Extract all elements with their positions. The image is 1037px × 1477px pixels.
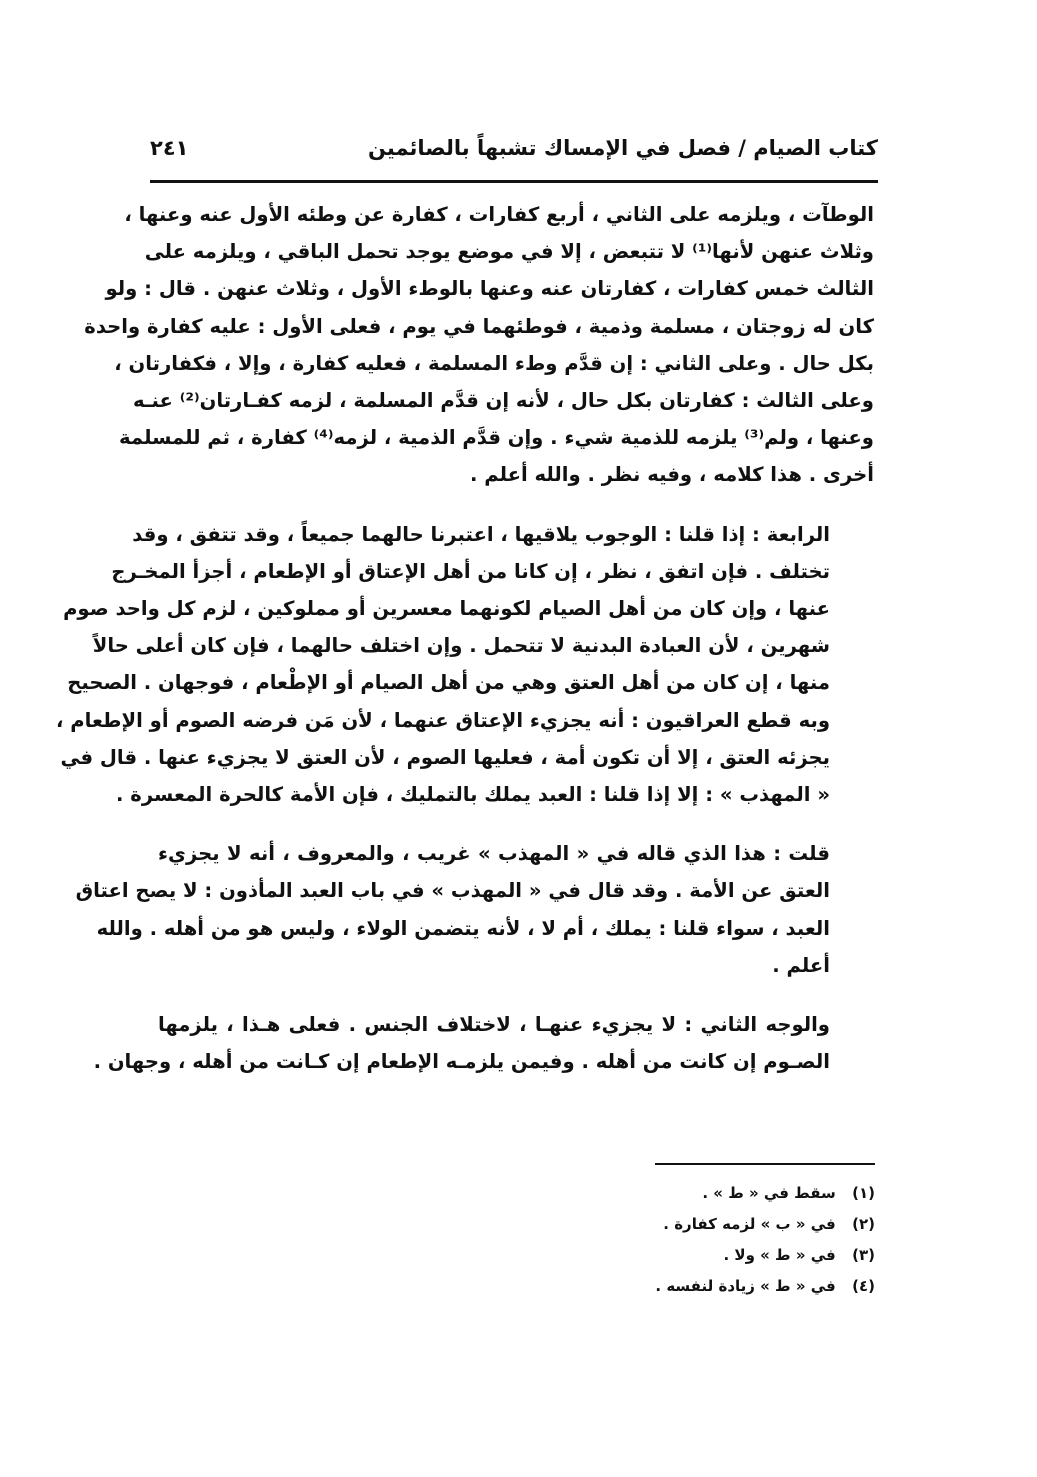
text-line: الصـوم إن كانت من أهله . وفيمن يلزمـه الإطعام إن كـانت من أهله ، وجهان . — [93, 1050, 830, 1074]
text-line: « المهذب » : إلا إذا قلنا : العبد يملك بالتمليك ، فإن الأمة كالحرة المعسرة . — [116, 783, 830, 807]
text-line: قلت : هذا الذي قاله في « المهذب » غريب ، والمعروف ، أنه لا يجزيء — [158, 842, 830, 866]
text-line: والوجه الثاني : لا يجزيء عنهـا ، لاختلاف الجنس . فعلى هـذا ، يلزمها — [158, 1013, 830, 1037]
text-line: وبه قطع العراقيون : أنه يجزيء الإعتاق عنهما ، لأن مَن فرضه الصوم أو الإطعام ، — [56, 708, 830, 732]
page-number: ٢٤١ — [150, 136, 189, 160]
text-line: وثلاث عنهن لأنها⁽¹⁾ لا تتبعض ، إلا في موضع يوجد تحمل الباقي ، ويلزمه على — [144, 240, 874, 264]
footnotes — [275, 1178, 875, 1302]
footnote-item — [275, 1178, 875, 1209]
footnote-item — [275, 1271, 875, 1302]
text-line: أخرى . هذا كلامه ، وفيه نظر . والله أعلم . — [470, 463, 874, 487]
header-divider — [150, 180, 878, 183]
page-header — [150, 136, 878, 160]
text-line: شهرين ، لأن العبادة البدنية لا تتحمل . وإن اختلف حالهما ، فإن كان أعلى حالاً — [92, 634, 830, 658]
text-line: يجزئه العتق ، إلا أن تكون أمة ، فعليها الصوم ، لأن العتق لا يجزيء عنها . قال في — [60, 745, 830, 769]
footnote-text: في « ط » ولا . — [723, 1246, 836, 1264]
footnote-number: (٤) — [852, 1277, 875, 1295]
paragraph-3 — [75, 835, 874, 984]
text-line: الرابعة : إذا قلنا : الوجوب يلاقيها ، اعتبرنا حالهما جميعاً ، وقد تتفق ، وقد — [132, 522, 830, 546]
main-text — [56, 196, 874, 1080]
paragraph-4 — [93, 1006, 874, 1080]
footnote-divider — [655, 1163, 875, 1165]
text-line: الثالث خمس كفارات ، كفارتان عنه وعنها بالوطء الأول ، وثلاث عنهن . قال : ولو — [105, 277, 874, 301]
text-line: تختلف . فإن اتفق ، نظر ، إن كانا من أهل الإعتاق أو الإطعام ، أجزأ المخـرج — [111, 559, 830, 583]
text-line: عنها ، وإن كان من أهل الصيام لكونهما معسرين أو مملوكين ، لزم كل واحد صوم — [63, 597, 830, 621]
footnote-number: (٢) — [852, 1215, 875, 1233]
text-line: العبد ، سواء قلنا : يملك ، أم لا ، لأنه يتضمن الولاء ، وليس هو من أهله . والله — [96, 916, 830, 940]
paragraph-2 — [56, 516, 874, 814]
footnote-item — [275, 1209, 875, 1240]
footnote-number: (١) — [852, 1184, 875, 1202]
text-line: كان له زوجتان ، مسلمة وذمية ، فوطئهما في يوم ، فعلى الأول : عليه كفارة واحدة — [84, 314, 874, 338]
text-line: منها ، إن كان من أهل العتق وهي من أهل الصيام أو الإطْعام ، فوجهان . الصحيح — [67, 671, 830, 695]
text-line: وعنها ، ولم⁽³⁾ يلزمه للذمية شيء . وإن قدَّم الذمية ، لزمه⁽⁴⁾ كفارة ، ثم للمسلمة — [119, 426, 874, 450]
text-line: أعلم . — [772, 953, 830, 977]
text-line: الوطآت ، ويلزمه على الثاني ، أربع كفارات ، كفارة عن وطئه الأول عنه وعنها ، — [124, 203, 874, 226]
footnote-item — [275, 1240, 875, 1271]
footnote-text: في « ب » لزمه كفارة . — [663, 1215, 836, 1233]
footnote-text: في « ط » زيادة لنفسه . — [655, 1277, 836, 1295]
text-line: العتق عن الأمة . وقد قال في « المهذب » في باب العبد المأذون : لا يصح اعتاق — [75, 879, 830, 903]
running-title: كتاب الصيام / فصل في الإمساك تشبهاً بالصائمين — [367, 136, 878, 160]
paragraph-1 — [84, 196, 874, 494]
footnote-number: (٣) — [852, 1246, 875, 1264]
footnote-text: سقط في « ط » . — [702, 1184, 836, 1202]
text-line: وعلى الثالث : كفارتان بكل حال ، لأنه إن قدَّم المسلمة ، لزمه كفـارتان⁽²⁾ عنـه — [132, 389, 874, 413]
text-line: بكل حال . وعلى الثاني : إن قدَّم وطء المسلمة ، فعليه كفارة ، وإلا ، فكفارتان ، — [114, 351, 874, 375]
